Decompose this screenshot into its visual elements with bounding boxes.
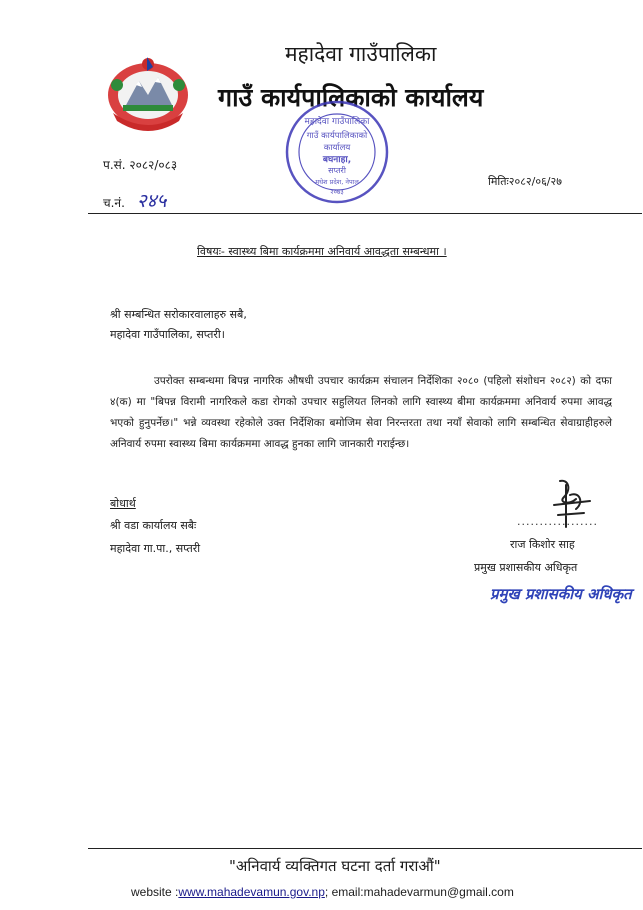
copy-to-line-1: श्री वडा कार्यालय सबैः [110, 519, 197, 532]
email-label: email: [331, 885, 364, 899]
website-label: website : [131, 885, 179, 899]
footer-divider [88, 848, 642, 849]
stamp-line-3: कार्यालय [323, 143, 351, 153]
dispatch-number [103, 187, 166, 213]
letter-date: मितिः२०८२/०६/२७ [488, 175, 562, 188]
letter-subject: विषयः- स्वास्थ्य बिमा कार्यक्रममा अनिवार्य आवद्धता सम्बन्धमा । [197, 245, 447, 258]
header-divider [88, 213, 642, 214]
copy-to-heading: बोधार्थ [110, 497, 136, 510]
title-stamp: प्रमुख प्रशासकीय अधिकृत [490, 585, 632, 603]
stamp-line-6: मधेश प्रदेश, नेपाल [315, 178, 359, 186]
signer-name: राज किशोर साह [510, 538, 575, 551]
stamp-line-4: बघनाहा, [322, 155, 352, 165]
office-title: गाउँ कार्यपालिकाको कार्यालय [218, 83, 484, 112]
nepal-emblem-icon [103, 55, 193, 133]
letter-body: उपरोक्त सम्बन्धमा बिपन्न नागरिक औषधी उपचार कार्यक्रम संचालन निर्देशिका २०८० (पहिलो संशोधन २०८२) को दफा ४(क) मा "बिपन्न विरामी नागरिकले कडा रोगको उपचार सहुलियत लिनको लागि स्वास्थ्य बीमा कार्यक्रममा अनिवार्य रुपमा आवद्ध भएको हुनुपर्नेछ।" भन्ने व्यवस्था रहेकोले उक्त निर्देशिका बमोजिम सेवा निरन्तरता तथा नयाँ सेवाको लागि सम्बन्धित सेवाग्राहीहरुले अनिवार्य रुपमा स्वास्थ्य बिमा कार्यक्रममा आवद्ध हुनका लागि जानकारी गराईन्छ। [110, 375, 612, 450]
office-stamp [283, 98, 391, 206]
addressee-line-2: महादेवा गाउँपालिका, सप्तरी। [110, 328, 225, 341]
stamp-line-2: गाउँ कार्यपालिकाको [306, 131, 368, 141]
dispatch-label: च.नं. [103, 196, 125, 210]
stamp-line-7: २०७३ [330, 188, 344, 196]
dispatch-value: २४५ [136, 190, 167, 212]
addressee-line-1: श्री सम्बन्धित सरोकारवालाहरु सबै, [110, 308, 247, 321]
footer-contact [131, 885, 514, 899]
stamp-line-5: सप्तरी [328, 166, 346, 175]
footer-slogan: "अनिवार्य व्यक्तिगत घटना दर्ता गराऔं" [229, 857, 441, 875]
signer-title: प्रमुख प्रशासकीय अधिकृत [474, 561, 578, 574]
signature-line: .................. [517, 515, 598, 528]
reference-number: प.सं. २०८२/०८३ [103, 158, 178, 172]
stamp-line-1: महादेवा गाउँपालिका [304, 117, 370, 127]
contact-separator: ; [324, 885, 329, 899]
copy-to-line-2: महादेवा गा.पा., सप्तरी [110, 542, 201, 555]
municipality-name: महादेवा गाउँपालिका [285, 42, 437, 66]
email-link[interactable]: mahadevarmun@gmail.com [363, 885, 514, 899]
website-link[interactable]: www.mahadevamun.gov.np [178, 885, 325, 899]
